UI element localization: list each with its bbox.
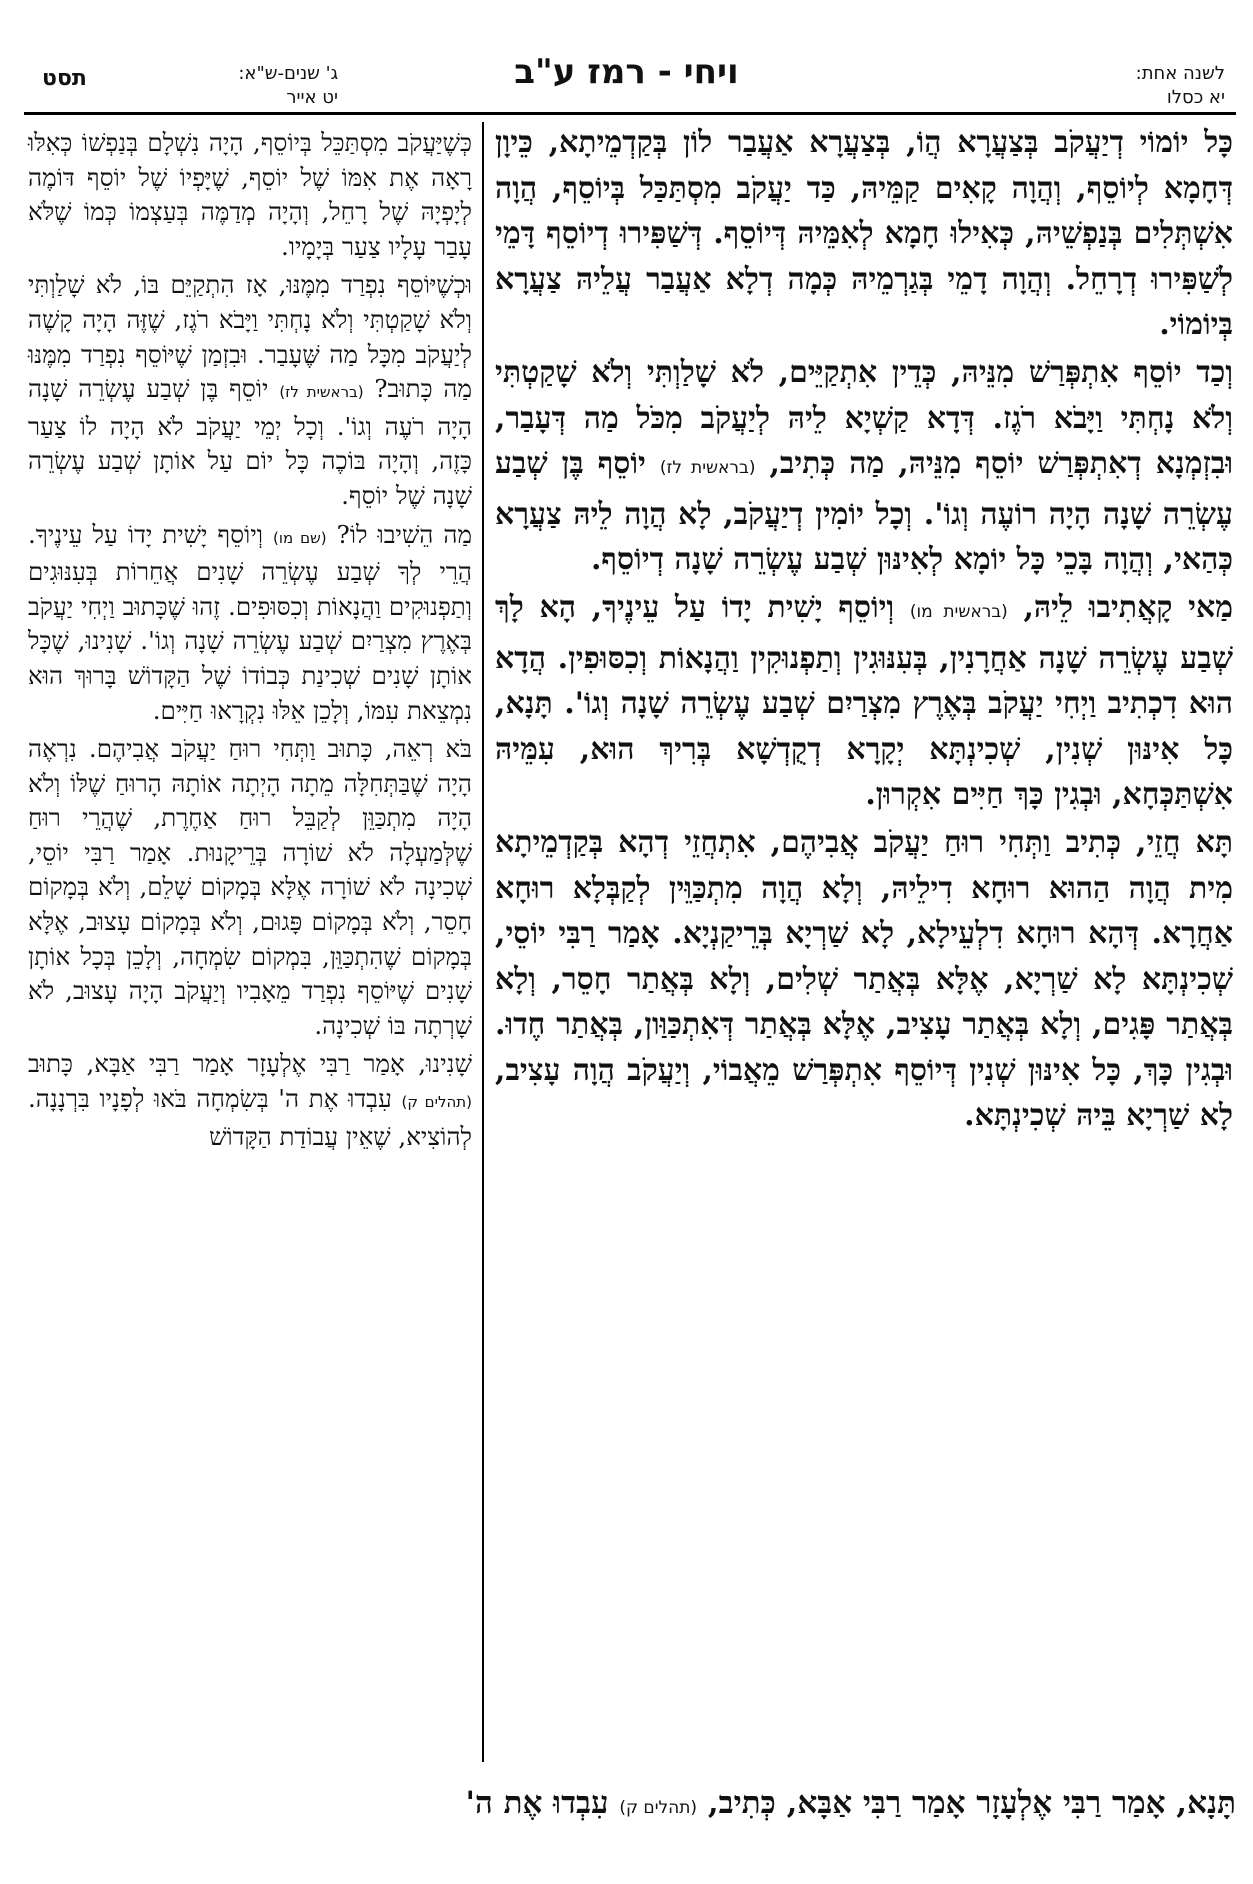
translation-paragraph bbox=[28, 126, 472, 264]
one-year-date: יא כסלו bbox=[1166, 87, 1225, 108]
translation-paragraph-text: יוֹסֵף בֶּן שְׁבַע עֶשְׂרֵה שָׁנָה הָיָה רֹעֶה וְגוֹ'. וְכָל יְמֵי יַעֲקֹב לֹא הָיָה לוֹ צַעַר כָּזֶה, וְהָיָה בּוֹכֶה כָּל יוֹם עַל אוֹתָן שְׁבַע עֶשְׂרֵה שָׁנָה שֶׁל יוֹסֵף. bbox=[28, 374, 472, 510]
translation-paragraph bbox=[28, 732, 472, 1043]
page-number: תסט bbox=[42, 66, 87, 91]
column-divider bbox=[482, 122, 484, 1762]
translation-paragraph bbox=[28, 1047, 472, 1154]
main-paragraph-text: כָּל יוֹמוֹי דְיַעֲקֹב בְּצַעֲרָא הֲוֹ, בְּצַעֲרָא אַעֲבַר לוֹן בְּקַדְמֵיתָא, כֵּיוָן דְּחָמָא לְיוֹסֵף, וְהֲוָה קָאִים קַמֵּיהּ, כַּד יַעֲקֹב מִסְתַּכַּל בְּיוֹסֵף, הֲוָה אִשְׁתְּלִים בְּנַפְשֵׁיהּ, כְּאִילוּ חָמָא לְאִמֵּיהּ דְּיוֹסֵף. דְּשַׁפִּירוּ דְיוֹסֵף דָּמֵי לְשַׁפִּירוּ דְרָחֵל. וְהֲוָה דָמֵי בְּגַרְמֵיהּ כְּמָה דְלָא אַעֲבַר עֲלֵיהּ צַעֲרָא בְּיוֹמוֹי. bbox=[495, 125, 1233, 343]
translation-paragraph-text: וּכְשֶׁיּוֹסֵף נִפְרַד מִמֶּנּוּ, אָז הִתְקַיֵּם בּוֹ, לֹא שָׁלַוְתִּי וְלֹא שָׁקַטְתִּי וְלֹא נָחְתִּי וַיָּבֹא רֹגֶז, שֶׁזֶּה הָיָה קָשֶׁה לְיַעֲקֹב מִכָּל מַה שֶּׁעָבַר. וּבִזְמַן שֶׁיּוֹסֵף נִפְרַד מִמֶּנּוּ מַה כָּתוּב? bbox=[28, 270, 472, 404]
translation-paragraph-text: עִבְדוּ אֶת ה' בְּשִׂמְחָה בֹּאוּ לְפָנָיו בִּרְנָנָה. לְהוֹצִיא, שֶׁאֵין עֲבוֹדַת הַקָּדוֹשׁ bbox=[28, 1084, 472, 1151]
bottom-line-text: תָּנָא, אָמַר רַבִּי אֶלְעָזָר אָמַר רַבִּי אַבָּא, כְּתִיב, bbox=[707, 1785, 1236, 1821]
bottom-continuation-line bbox=[24, 1780, 1236, 1831]
main-paragraph bbox=[495, 120, 1233, 348]
header-daily-schedule-three-years bbox=[128, 62, 338, 110]
three-year-date: יט אייר bbox=[286, 87, 338, 108]
translation-paragraph-text: שָׁנִינוּ, אָמַר רַבִּי אֶלְעָזָר אָמַר רַבִּי אַבָּא, כָּתוּב bbox=[28, 1049, 472, 1079]
source-reference: (תהלים ק) bbox=[401, 1093, 472, 1112]
main-paragraph-text: וְכַד יוֹסֵף אִתְפְּרַשׁ מִנֵּיהּ, כְּדֵין אִתְקַיֵּים, לֹא שָׁלַוְתִּי וְלֹא שָׁקַטְתִּי וְלֹא נָחְתִּי וַיָּבֹא רֹגֶז. דְּדָא קַשְׁיָא לֵיהּ לְיַעֲקֹב מִכֹּל מַה דְּעָבַר, וּבִזְמְנָא דְאִתְפְּרַשׁ יוֹסֵף מִנֵּיהּ, מַה כְּתִיב, bbox=[495, 354, 1234, 482]
three-year-label: ג' שנים-ש"א: bbox=[238, 63, 338, 84]
main-paragraph-text: מַאי קָאֲתִיבוּ לֵיהּ, bbox=[1023, 589, 1233, 625]
header-divider bbox=[24, 112, 1236, 115]
one-year-label: לשנה אחת: bbox=[1135, 63, 1225, 84]
source-reference: (בראשית לז) bbox=[659, 458, 756, 479]
main-text-column bbox=[495, 120, 1233, 1139]
source-reference: (בראשית מו) bbox=[909, 601, 1008, 622]
main-paragraph bbox=[495, 585, 1233, 818]
main-paragraph-text: יוֹסֵף בֶּן שְׁבַע עֶשְׂרֵה שָׁנָה הָיָה רוֹעֶה וְגוֹ'. וְכָל יוֹמִין דְיַעֲקֹב, לָא הֲוָה לֵיהּ צַעֲרָא כְּהַאי, וְהֲוָה בָּכֵי כָּל יוֹמָא לְאִינּוּן שְׁבַע עֶשְׂרֵה שָׁנָה דְיוֹסֵף. bbox=[495, 446, 1233, 578]
source-reference: (בראשית לז) bbox=[279, 383, 364, 402]
translation-paragraph-text: כְּשֶׁיַּעֲקֹב מִסְתַּכֵּל בְּיוֹסֵף, הָיָה נִשְׁלָם בְּנַפְשׁוֹ כְּאִלּוּ רָאָה אֶת אִמּוֹ שֶׁל יוֹסֵף, שֶׁיָּפְיוֹ שֶׁל יוֹסֵף דּוֹמֶה לְיָפְיָהּ שֶׁל רָחֵל, וְהָיָה מְדַמֶּה בְּעַצְמוֹ כְּמוֹ שֶׁלֹּא עָבַר עָלָיו צַעַר בְּיָמָיו. bbox=[28, 128, 472, 261]
main-paragraph-text: תָּא חֲזֵי, כְּתִיב וַתְּחִי רוּחַ יַעֲקֹב אֲבִיהֶם, אִתְחֲזֵי דְהָא בְּקַדְמֵיתָא מִית הֲוָה הַהוּא רוּחָא דִילֵיהּ, וְלָא הֲוָה מִתְכַּוֵּין לְקַבְּלָא רוּחָא אַחֲרָא. דְּהָא רוּחָא דִלְעֵילָא, לָא שַׁרְיָא בְּרֵיקַנְיָא. אָמַר רַבִּי יוֹסֵי, שְׁכִינְתָּא לָא שַׁרְיָא, אֶלָּא בְּאֲתַר שְׁלִים, וְלָא בְּאֲתַר חָסֵר, וְלָא בְּאֲתַר פָּגִים, וְלָא בְּאֲתַר עָצִיב, אֶלָּא בְּאֲתַר דְּאִתְכַּוַּון, בְּאֲתַר חֶדוּ. וּבְגִין כָּךְ, כָּל אִינּוּן שְׁנִין דְּיוֹסֵף אִתְפְּרַשׁ מֵאֲבוֹי, וְיַעֲקֹב הֲוָה עָצִיב, לָא שַׁרְיָא בֵּיהּ שְׁכִינְתָּא. bbox=[495, 824, 1233, 1134]
main-paragraph bbox=[495, 820, 1233, 1139]
translation-paragraph-text: בֹּא רְאֵה, כָּתוּב וַתְּחִי רוּחַ יַעֲקֹב אֲבִיהֶם. נִרְאֶה הָיָה שֶׁבַּתְּחִלָּה מֵתָה הָיְתָה אוֹתָהּ הָרוּחַ שֶׁלּוֹ וְלֹא הָיָה מִתְכַּוֵּן לְקַבֵּל רוּחַ אַחֶרֶת, שֶׁהֲרֵי רוּחַ שֶׁלְּמַעְלָה לֹא שׁוֹרָה בְּרֵיקָנוּת. אָמַר רַבִּי יוֹסֵי, שְׁכִינָה לֹא שׁוֹרָה אֶלָּא בְּמָקוֹם שָׁלֵם, וְלֹא בְּמָקוֹם חָסֵר, וְלֹא בְּמָקוֹם פָּגוּם, וְלֹא בְּמָקוֹם עָצוּב, אֶלָּא בְּמָקוֹם שֶׁהִתְכַּוֵּן, בִּמְקוֹם שִׂמְחָה, וְלָכֵן בְּכָל אוֹתָן שָׁנִים שֶׁיּוֹסֵף נִפְרַד מֵאָבִיו וְיַעֲקֹב הָיָה עָצוּב, לֹא שָׁרְתָה בּוֹ שְׁכִינָה. bbox=[28, 734, 472, 1040]
translation-paragraph-text: וְיוֹסֵף יָשִׁית יָדוֹ עַל עֵינֶיךָ. הֲרֵי לְךָ שְׁבַע עֶשְׂרֵה שָׁנִים אֲחֵרוֹת בְּעִנּוּגִים וְתַפְנוּקִים וַהֲנָאוֹת וְכִסּוּפִים. זֶהוּ שֶׁכָּתוּב וַיְחִי יַעֲקֹב בְּאֶרֶץ מִצְרַיִם שְׁבַע עֶשְׂרֵה שָׁנָה וְגוֹ'. שָׁנִינוּ, שֶׁכָּל אוֹתָן שָׁנִים שְׁכִינַת כְּבוֹדוֹ שֶׁל הַקָּדוֹשׁ בָּרוּךְ הוּא נִמְצֵאת עִמּוֹ, וְלָכֵן אֵלּוּ נִקְרָאוּ חַיִּים. bbox=[28, 519, 472, 725]
translation-paragraph bbox=[28, 268, 472, 513]
translation-column bbox=[28, 126, 472, 1154]
translation-paragraph-text: מַה הֵשִׁיבוּ לוֹ? bbox=[336, 519, 472, 549]
translation-paragraph bbox=[28, 518, 472, 729]
bottom-line-text: עִבְדוּ אֶת ה' bbox=[465, 1785, 609, 1821]
page-title: ויחי - רמז ע"ב bbox=[514, 52, 739, 92]
main-paragraph bbox=[495, 350, 1233, 583]
source-reference: (תהלים ק) bbox=[619, 1798, 698, 1818]
main-paragraph-text: וְיוֹסֵף יָשִׁית יָדוֹ עַל עֵינֶיךָ, הָא לָךְ שְׁבַע עֶשְׂרֵה שָׁנָה אַחֲרָנִין, בְּעִנּוּגִין וְתַפְנוּקִין וַהֲנָאוֹת וְכִסּוּפִין. הֲדָא הוּא דִכְתִיב וַיְחִי יַעֲקֹב בְּאֶרֶץ מִצְרַיִם שְׁבַע עֶשְׂרֵה שָׁנָה וְגוֹ'. תָּנָא, כָּל אִינּוּן שְׁנִין, שְׁכִינְתָּא יְקָרָא דְקֻדְשָׁא בְּרִיךְ הוּא, עִמֵּיהּ אִשְׁתַּכְּחָא, וּבְגִין כָּךְ חַיִּים אִקְרוּן. bbox=[495, 589, 1233, 813]
source-reference: (שם מו) bbox=[273, 528, 327, 547]
